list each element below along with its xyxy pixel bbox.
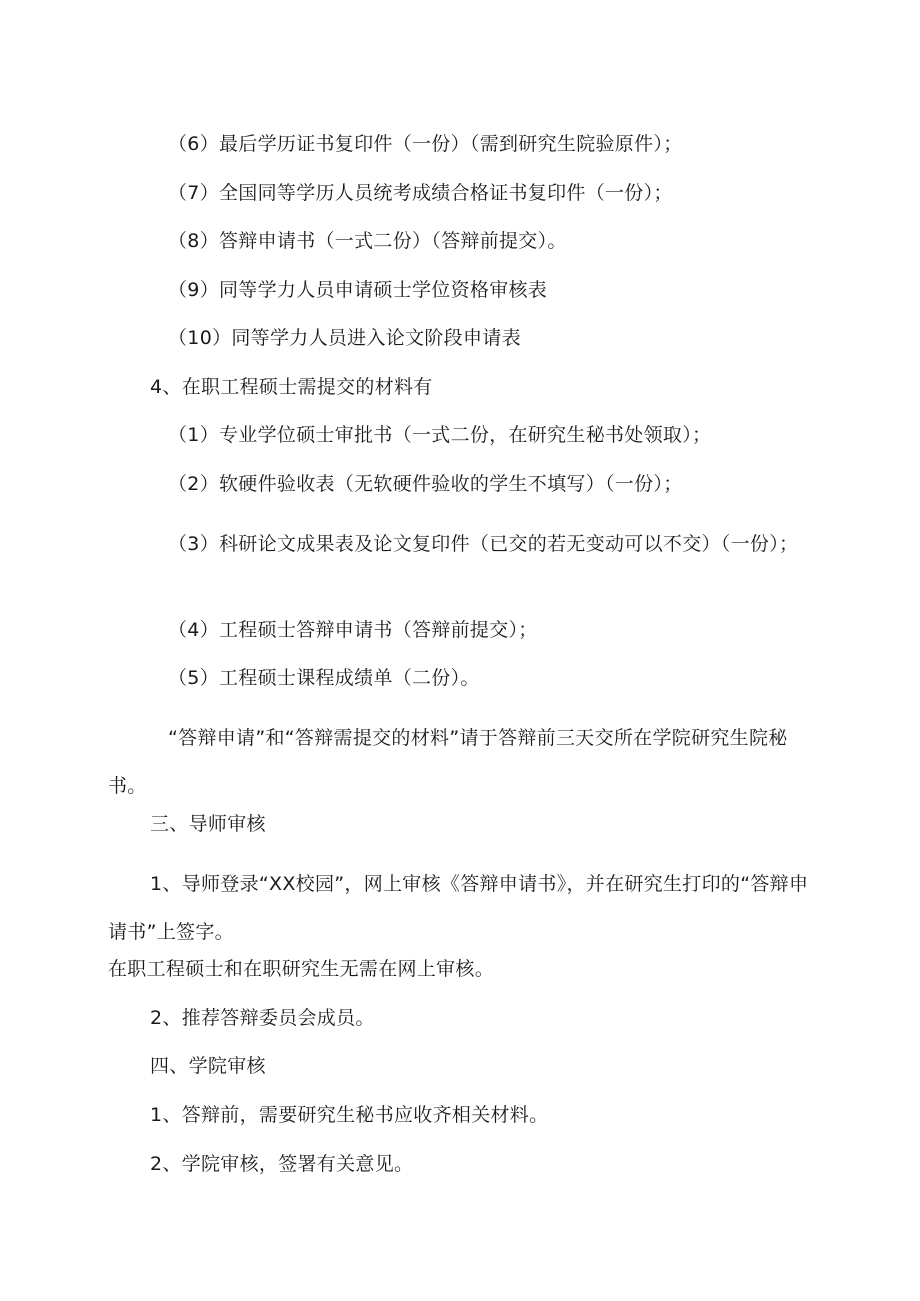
list-item: 1、答辩前，需要研究生秘书应收齐相关材料。 — [150, 1104, 549, 1126]
list-item: 2、学院审核，签署有关意见。 — [150, 1153, 414, 1175]
paragraph: 在职工程硕士和在职研究生无需在网上审核。 — [108, 958, 495, 980]
paragraph: “答辩申请”和“答辩需提交的材料”请于答辩前三天交所在学院研究生院秘书。 — [108, 727, 788, 797]
list-item: （2）软硬件验收表（无软硬件验收的学生不填写）（一份）； — [168, 473, 683, 495]
list-item: （7）全国同等学历人员统考成绩合格证书复印件（一份）； — [168, 182, 673, 204]
list-item: （6）最后学历证书复印件（一份）（需到研究生院验原件）； — [168, 133, 683, 155]
list-item: （5）工程硕士课程成绩单（二份）。 — [168, 667, 480, 689]
section-heading: 三、导师审核 — [150, 813, 266, 835]
list-item: （9）同等学力人员申请硕士学位资格审核表 — [168, 279, 548, 301]
list-item: （4）工程硕士答辩申请书（答辩前提交）； — [168, 619, 538, 641]
list-item: （8）答辩申请书（一式二份）（答辩前提交）。 — [168, 230, 567, 252]
list-item: （3）科研论文成果表及论文复印件（已交的若无变动可以不交）（一份）； — [168, 533, 799, 555]
section-subheading: 4、在职工程硕士需提交的材料有 — [150, 376, 433, 398]
list-item: 2、推荐答辩委员会成员。 — [150, 1007, 375, 1029]
list-item: （1）专业学位硕士审批书（一式二份，在研究生秘书处领取）； — [168, 424, 712, 446]
section-heading: 四、学院审核 — [150, 1055, 266, 1077]
paragraph: 1、导师登录“XX校园”，网上审核《答辩申请书》，并在研究生打印的“答辩申请书”上签字。 — [108, 873, 809, 943]
list-item: （10）同等学力人员进入论文阶段申请表 — [168, 327, 521, 349]
